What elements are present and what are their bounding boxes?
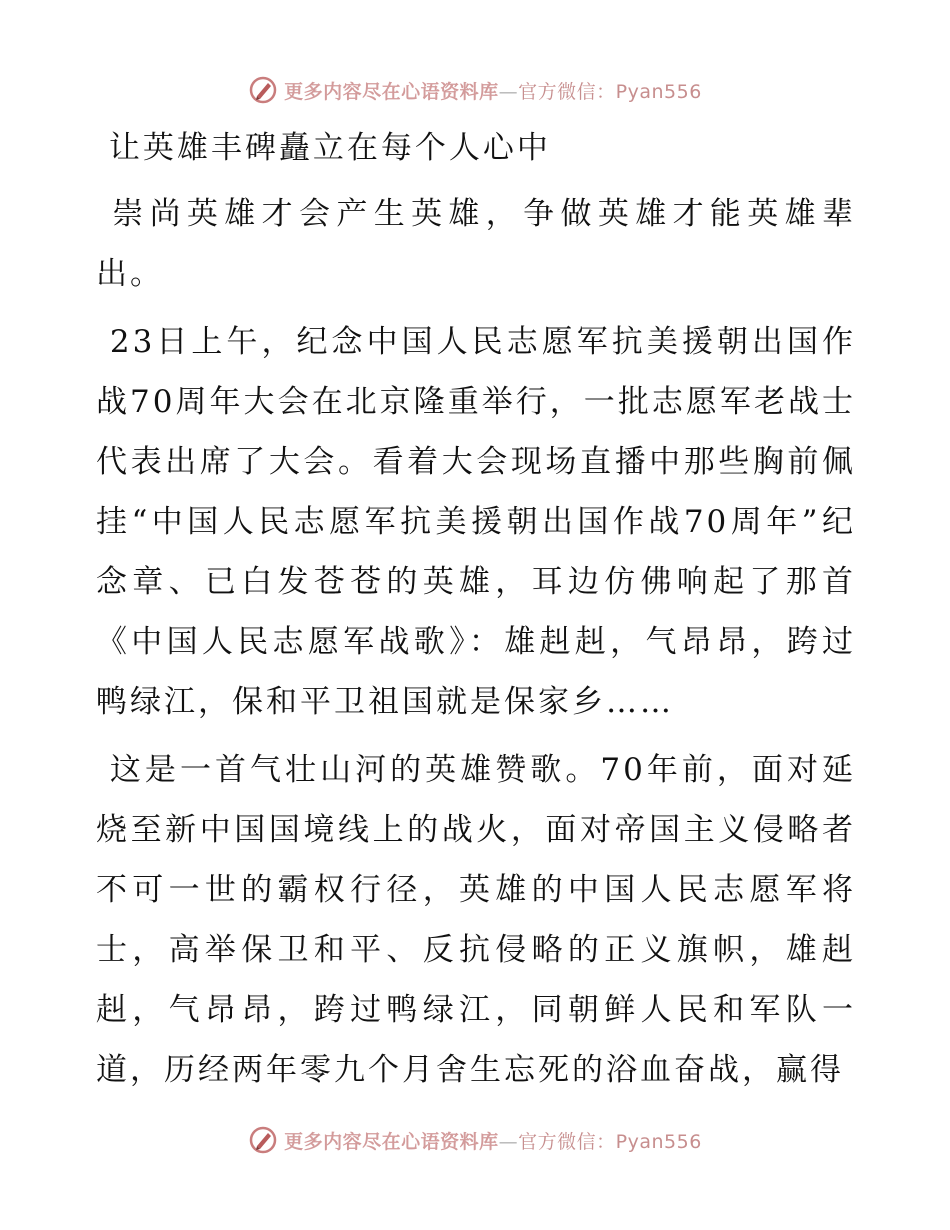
pen-logo-icon: [248, 1125, 278, 1155]
paragraph-1: 崇尚英雄才会产生英雄，争做英雄才能英雄辈出。: [96, 196, 857, 292]
watermark-inner-footer: [248, 1125, 702, 1155]
watermark-footer: [0, 1120, 950, 1160]
watermark-part1: 更多内容尽在心语资料库: [284, 80, 499, 103]
watermark-text: [284, 77, 702, 104]
paragraph-2: 23日上午，纪念中国人民志愿军抗美援朝出国作战70周年大会在北京隆重举行，一批志愿军老战士代表出席了大会。看着大会现场直播中那些胸前佩挂“中国人民志愿军抗美援朝出国作战70周年”纪念章、已白发苍苍的英雄，耳边仿佛响起了那首《中国人民志愿军战歌》：雄赳赳，气昂昂，跨过鸭绿江，保和平卫祖国就是保家乡……: [96, 324, 856, 720]
pen-logo-icon: [248, 75, 278, 105]
watermark-header: [0, 70, 950, 110]
watermark-part1: 更多内容尽在心语资料库: [284, 1130, 499, 1153]
watermark-text: [284, 1127, 702, 1154]
document-title: 让英雄丰碑矗立在每个人心中: [96, 130, 551, 166]
paragraph-3: 这是一首气壮山河的英雄赞歌。70年前，面对延烧至新中国国境线上的战火，面对帝国主义侵略者不可一世的霸权行径，英雄的中国人民志愿军将士，高举保卫和平、反抗侵略的正义旗帜，雄赳赳，气昂昂，跨过鸭绿江，同朝鲜人民和军队一道，历经两年零九个月舍生忘死的浴血奋战，赢得: [96, 752, 856, 1088]
watermark-part2: 官方微信：Pyan556: [518, 1130, 702, 1153]
document-body: [96, 122, 856, 1100]
watermark-dash: —: [498, 80, 519, 103]
watermark-dash: —: [498, 1130, 519, 1153]
watermark-part2: 官方微信：Pyan556: [518, 80, 702, 103]
watermark-inner: [248, 75, 702, 105]
